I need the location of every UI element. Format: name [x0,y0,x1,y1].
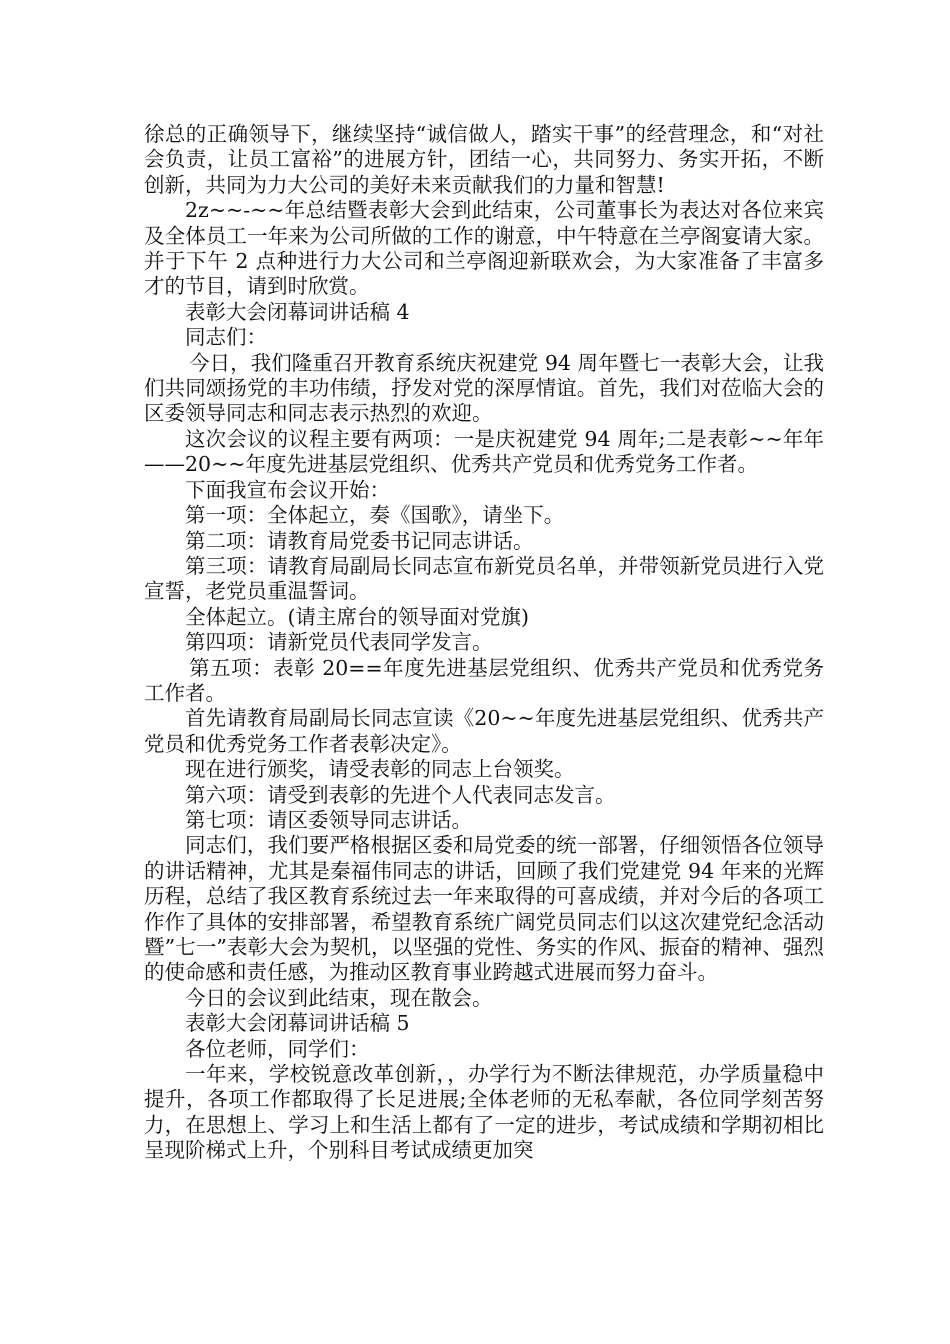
paragraph: 第一项：全体起立，奏《国歌》，请坐下。 [185,503,565,528]
paragraph: 同志们： [185,325,267,350]
paragraph: 徐总的正确领导下，继续坚持“诚信做人，踏实干事”的经营理念，和“对社会负责，让员工富裕”的进展方针，团结一心，共同努力、务实开拓，不断创新，共同为力大公司的美好未来贡献我们的力量和智慧! [144,122,824,197]
paragraph: 第七项：请区委领导同志讲话。 [185,807,472,832]
paragraph: 各位老师，同学们： [185,1036,370,1061]
paragraph: 第四项：请新党员代表同学发言。 [185,630,493,655]
paragraph: 第六项：请受到表彰的先进个人代表同志发言。 [185,782,616,807]
paragraph: 首先请教育局副局长同志宣读《20~~年度先进基层党组织、优秀共产党员和优秀党务工作者表彰决定》。 [144,706,824,756]
paragraph: 现在进行颁奖，请受表彰的同志上台领奖。 [185,757,575,782]
paragraph: 全体起立。(请主席台的领导面对党旗) [185,604,529,629]
paragraph: 一年来，学校锐意改革创新，，办学行为不断法律规范，办学质量稳中提升，各项工作都取得了长足进展;全体老师的无私奉献，各位同学刻苦努力，在思想上、学习上和生活上都有了一定的进步，考试成绩和学期初相比呈现阶梯式上升，个别科目考试成绩更加突 [144,1062,824,1163]
paragraph: 这次会议的议程主要有两项：一是庆祝建党 94 周年;二是表彰~~年年——20~~年度先进基层党组织、优秀共产党员和优秀党务工作者。 [144,426,824,477]
paragraph: 今日的会议到此结束，现在散会。 [185,985,493,1010]
paragraph: 下面我宣布会议开始： [185,477,390,502]
paragraph: 表彰大会闭幕词讲话稿 4 [185,299,410,324]
paragraph: 表彰大会闭幕词讲话稿 5 [185,1011,410,1036]
paragraph: 今日，我们隆重召开教育系统庆祝建党 94 周年暨七一表彰大会，让我们共同颂扬党的丰功伟绩，抒发对党的深厚情谊。首先，我们对莅临大会的区委领导同志和同志表示热烈的欢迎。 [144,350,824,426]
paragraph: 第二项：请教育局党委书记同志讲话。 [185,528,534,553]
paragraph: 第五项：表彰 20==年度先进基层党组织、优秀共产党员和优秀党务工作者。 [144,655,824,705]
document-body [144,122,824,1164]
paragraph: 同志们，我们要严格根据区委和局党委的统一部署，仔细领悟各位领导的讲话精神，尤其是秦福伟同志的讲话，回顾了我们党建党 94 年来的光辉历程，总结了我区教育系统过去一年来取得的可喜成绩，并对今后的各项工作作了具体的安排部署，希望教育系统广阔党员同志们以这次建党纪念活动暨”七一”表彰大会为契机，以坚强的党性、务实的作风、振奋的精神、强烈的使命感和责任感，为推动区教育事业跨越式进展而努力奋斗。 [144,833,824,985]
paragraph: 第三项：请教育局副局长同志宣布新党员名单，并带领新党员进行入党宣誓，老党员重温誓词。 [144,553,824,604]
paragraph: 2z~~-~~年总结暨表彰大会到此结束，公司董事长为表达对各位来宾及全体员工一年来为公司所做的工作的谢意，中午特意在兰亭阁宴请大家。并于下午 2 点种进行力大公司和兰亭阁迎新联欢会，为大家准备了丰富多才的节目，请到时欣赏。 [144,198,824,299]
